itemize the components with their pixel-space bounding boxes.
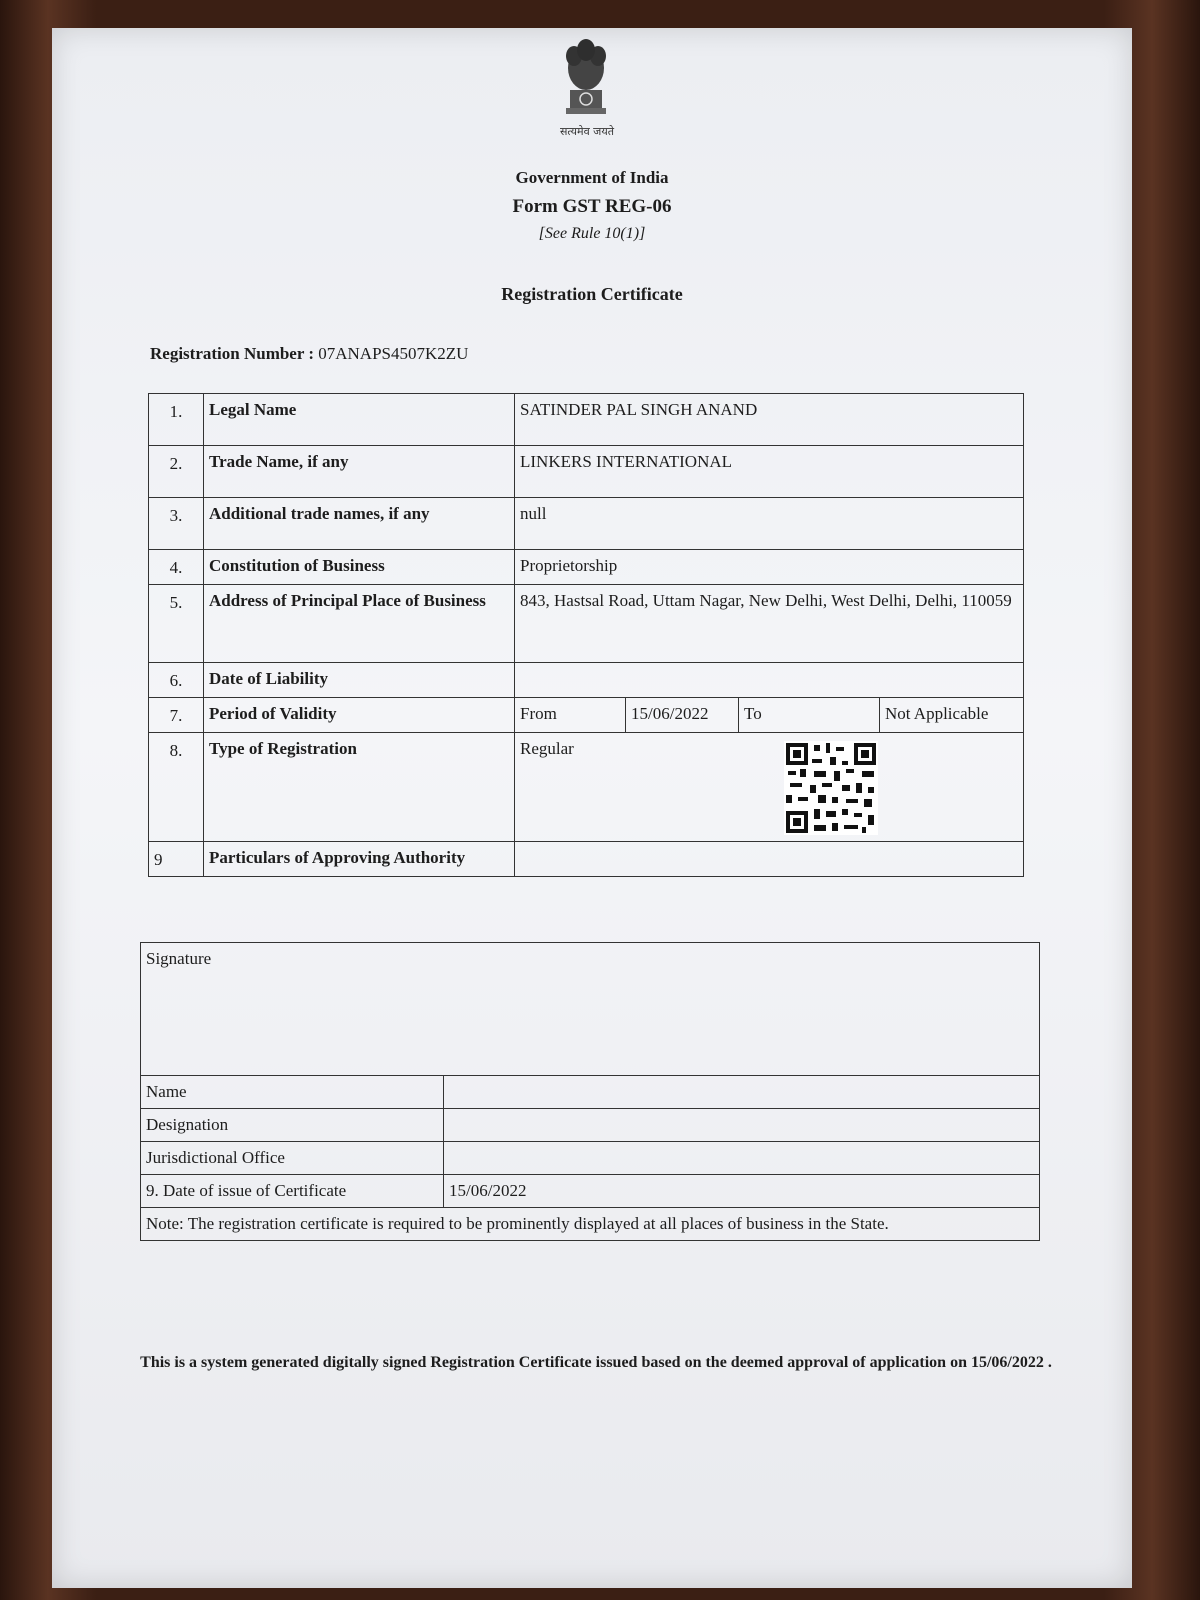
signature-cell: Signature xyxy=(141,943,1040,1076)
certificate-title: Registration Certificate xyxy=(501,284,683,304)
row-number: 9 xyxy=(149,842,204,877)
table-row xyxy=(149,842,1024,877)
table-row xyxy=(149,394,1024,446)
qr-code-icon xyxy=(784,741,878,835)
system-note-date: on 15/06/2022 . xyxy=(950,1354,1052,1371)
row-value: LINKERS INTERNATIONAL xyxy=(515,446,1024,498)
government-heading: Government of India xyxy=(515,168,669,187)
emblem-motto: सत्यमेव जयते xyxy=(559,125,614,138)
national-emblem-icon xyxy=(556,28,616,118)
issue-date-label: 9. Date of issue of Certificate xyxy=(141,1175,444,1208)
row-value: 843, Hastsal Road, Uttam Nagar, New Delhi, West Delhi, Delhi, 110059 xyxy=(515,585,1024,663)
row-number: 4. xyxy=(149,550,204,585)
system-generated-note xyxy=(86,1354,1106,1372)
row-number: 5. xyxy=(149,585,204,663)
authority-table xyxy=(140,942,1040,1241)
jurisdiction-label: Jurisdictional Office xyxy=(141,1142,444,1175)
row-value: null xyxy=(515,498,1024,550)
table-row xyxy=(149,733,1024,842)
row-value xyxy=(515,663,1024,698)
name-label: Name xyxy=(141,1076,444,1109)
table-row xyxy=(149,585,1024,663)
designation-label: Designation xyxy=(141,1109,444,1142)
validity-from-value: 15/06/2022 xyxy=(626,698,739,733)
system-note-text: This is a system generated digitally signed Registration Certificate issued based on the deemed approval of application xyxy=(140,1354,947,1371)
row-value xyxy=(515,842,1024,877)
row-label: Trade Name, if any xyxy=(204,446,515,498)
row-value: SATINDER PAL SINGH ANAND xyxy=(515,394,1024,446)
row-label: Legal Name xyxy=(204,394,515,446)
row-number: 1. xyxy=(149,394,204,446)
row-number: 3. xyxy=(149,498,204,550)
row-label: Period of Validity xyxy=(204,698,515,733)
details-table xyxy=(148,393,1024,877)
row-number: 2. xyxy=(149,446,204,498)
registration-number-value: 07ANAPS4507K2ZU xyxy=(318,344,469,363)
row-label: Date of Liability xyxy=(204,663,515,698)
row-label: Constitution of Business xyxy=(204,550,515,585)
table-row xyxy=(149,550,1024,585)
validity-to-label: To xyxy=(739,698,880,733)
designation-value xyxy=(444,1109,1040,1142)
row-value-cell xyxy=(515,733,1024,842)
table-row xyxy=(149,698,1024,733)
validity-to-value: Not Applicable xyxy=(880,698,1024,733)
table-row xyxy=(141,943,1040,1076)
row-label: Type of Registration xyxy=(204,733,515,842)
row-number: 7. xyxy=(149,698,204,733)
registration-number xyxy=(150,344,468,364)
row-number: 8. xyxy=(149,733,204,842)
registration-number-label: Registration Number : xyxy=(150,344,314,363)
rule-reference: [See Rule 10(1)] xyxy=(538,225,646,242)
validity-from-label: From xyxy=(515,698,626,733)
row-label: Particulars of Approving Authority xyxy=(204,842,515,877)
issue-date-value: 15/06/2022 xyxy=(444,1175,1040,1208)
row-value: Proprietorship xyxy=(515,550,1024,585)
table-row xyxy=(141,1142,1040,1175)
table-row xyxy=(149,446,1024,498)
row-value: Regular xyxy=(520,739,574,758)
table-row xyxy=(149,663,1024,698)
row-label: Additional trade names, if any xyxy=(204,498,515,550)
jurisdiction-value xyxy=(444,1142,1040,1175)
table-row xyxy=(149,498,1024,550)
form-title: Form GST REG-06 xyxy=(512,196,672,217)
table-row xyxy=(141,1175,1040,1208)
name-value xyxy=(444,1076,1040,1109)
row-label: Address of Principal Place of Business xyxy=(204,585,515,663)
certificate-paper xyxy=(52,28,1132,1588)
table-row xyxy=(141,1076,1040,1109)
display-note: Note: The registration certificate is required to be prominently displayed at all places of business in the State. xyxy=(141,1208,1040,1241)
table-row xyxy=(141,1109,1040,1142)
table-row xyxy=(141,1208,1040,1241)
row-number: 6. xyxy=(149,663,204,698)
